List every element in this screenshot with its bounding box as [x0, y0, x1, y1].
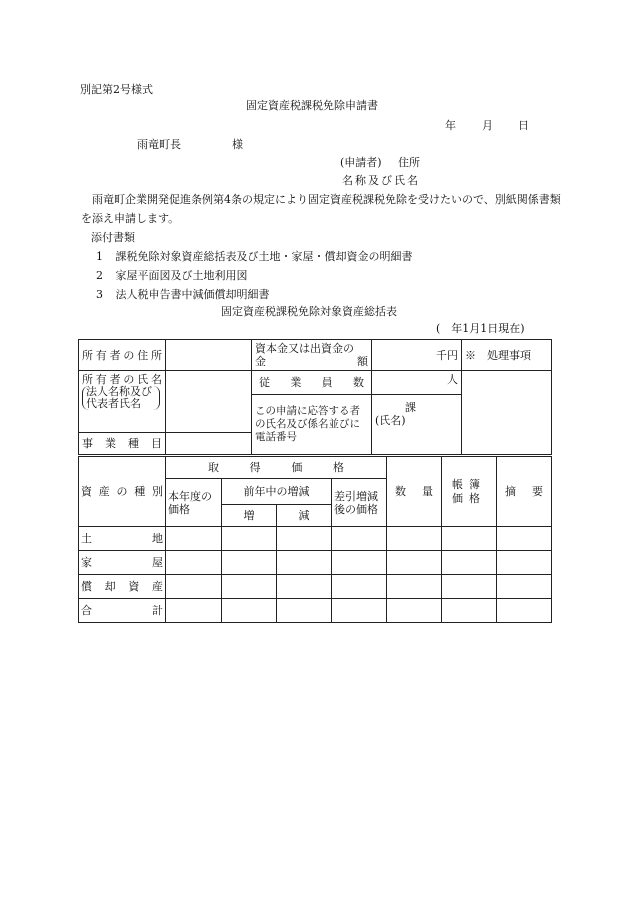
attachment-item: [96, 289, 270, 300]
applicant-name-label: 名称及び氏名: [342, 174, 420, 187]
business-type-label: 事業種目: [79, 433, 166, 455]
contact-value: [372, 395, 462, 455]
applicant-label: (申請者): [340, 156, 382, 169]
date-day: 日: [518, 119, 529, 132]
contact-label: この申請に応答する者の氏名及び係名並びに電話番号: [252, 395, 372, 455]
addressee-name: 雨竜町長: [137, 138, 181, 151]
table-row: [79, 575, 552, 599]
attachment-text: 課税免除対象資産総括表及び土地・家屋・償却資金の明細書: [115, 250, 413, 263]
as-of-date: ( 年1月1日現在): [436, 322, 525, 335]
acquisition-header: 取得価格: [166, 457, 387, 479]
date-year: 年: [445, 119, 456, 132]
change-header: 前年中の増減: [222, 479, 332, 505]
owner-name-value: [166, 371, 252, 433]
decrease-header: 減: [277, 505, 332, 527]
attachment-number: 2: [96, 269, 103, 282]
processing-area: [462, 371, 552, 455]
attachment-item: [96, 251, 413, 262]
attachment-text: 家屋平面図及び土地利用図: [115, 269, 248, 282]
net-header: 差引増減後の価格: [332, 479, 387, 527]
attachment-number: 3: [96, 288, 103, 301]
form-number: 別記第2号様式: [80, 83, 153, 96]
attachment-text: 法人税申告書中減価償却明細書: [115, 288, 270, 301]
name-paren: (氏名): [375, 414, 406, 427]
capital-unit: 千円: [372, 340, 462, 371]
table-row: [79, 527, 552, 551]
section-label: 課: [405, 401, 416, 414]
summary-table: [78, 339, 552, 455]
attachment-number: 1: [96, 250, 103, 263]
attachment-item: [96, 270, 248, 281]
owner-address-value: [166, 340, 252, 371]
processing-label: ※ 処理事項: [462, 340, 552, 371]
book-value-header: 帳簿価格: [442, 457, 497, 527]
assets-table: [78, 456, 552, 623]
summary-title: 固定資産税課税免除対象資産総括表: [221, 305, 397, 318]
capital-label: 資本金又は出資金の 金額: [252, 340, 372, 371]
asset-type: 合計: [79, 599, 166, 623]
owner-name-note: 法人名称及び代表者氏名: [82, 386, 160, 410]
increase-header: 増: [222, 505, 277, 527]
asset-type: 土地: [79, 527, 166, 551]
attachments-heading: 添付書類: [91, 231, 135, 244]
remarks-header: 摘要: [497, 457, 552, 527]
current-year-header: 本年度の価格: [166, 479, 222, 527]
asset-type: 家屋: [79, 551, 166, 575]
employees-unit: 人: [372, 371, 462, 395]
body-text: 雨竜町企業開発促進条例第4条の規定により固定資産税課税免除を受けたいので、別紙関係書類を添え申請します。: [81, 193, 561, 225]
applicant-address-label: 住所: [398, 156, 420, 169]
owner-address-label: 所有者の住所: [79, 340, 166, 371]
employees-label: 従業員数: [252, 371, 372, 395]
date-month: 月: [482, 119, 493, 132]
addressee-suffix: 様: [232, 138, 243, 151]
type-header: 資産の種別: [79, 457, 166, 527]
quantity-header: 数量: [387, 457, 442, 527]
owner-name-label: 所有者の氏名 法人名称及び代表者氏名: [79, 371, 166, 433]
table-row: [79, 551, 552, 575]
form-title: 固定資産税課税免除申請書: [246, 99, 378, 112]
asset-type: 償却資産: [79, 575, 166, 599]
business-type-value: [166, 433, 252, 455]
table-row: [79, 599, 552, 623]
